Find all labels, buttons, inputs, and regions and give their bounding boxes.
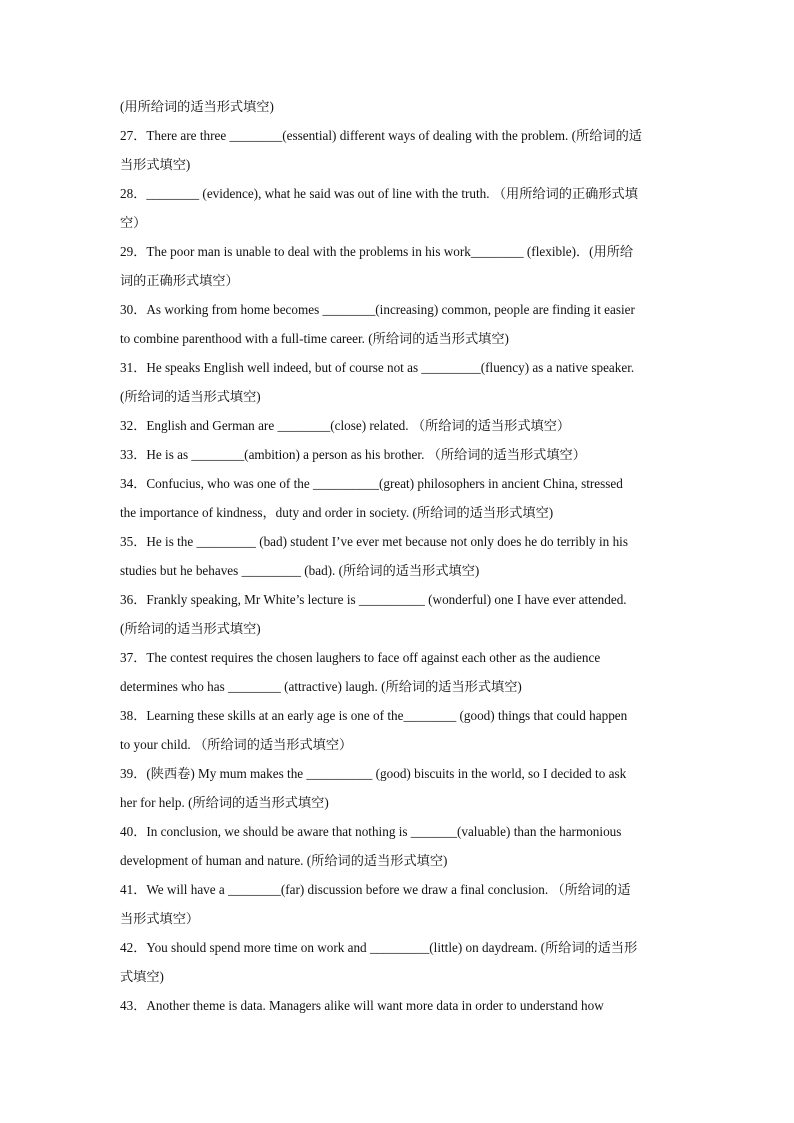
question-36-line-1: 36．Frankly speaking, Mr White’s lecture is __________ (wonderful) one I have ever attended. (120, 592, 627, 607)
question-31-line-1: 31．He speaks English well indeed, but of course not as _________(fluency) as a native speaker. (120, 360, 635, 375)
question-42-line-1: 42．You should spend more time on work and _________(little) on daydream. (所给词的适当形 (120, 940, 638, 955)
instruction-line: (用所给词的适当形式填空) (120, 99, 274, 114)
question-28-line-1: 28．________ (evidence), what he said was out of line with the truth. （用所给词的正确形式填 (120, 186, 638, 201)
question-38-line-1: 38．Learning these skills at an early age is one of the________ (good) things that could happen (120, 708, 628, 723)
question-31-line-2: (所给词的适当形式填空) (120, 389, 261, 404)
question-27-line-2: 当形式填空) (120, 157, 191, 172)
question-41-line-1: 41．We will have a ________(far) discussion before we draw a final conclusion. （所给词的适 (120, 882, 631, 897)
question-29-line-1: 29．The poor man is unable to deal with the problems in his work________ (flexible)．(用所给 (120, 244, 634, 259)
question-41-line-2: 当形式填空） (120, 911, 200, 926)
question-30-line-2: to combine parenthood with a full-time career. (所给词的适当形式填空) (120, 331, 509, 346)
question-39-line-1: 39．(陕西卷) My mum makes the __________ (good) biscuits in the world, so I decided to ask (120, 766, 627, 781)
question-36-line-2: (所给词的适当形式填空) (120, 621, 261, 636)
question-42-line-2: 式填空) (120, 969, 164, 984)
exercise-list (120, 92, 676, 1020)
question-30-line-1: 30．As working from home becomes ________(increasing) common, people are finding it easier (120, 302, 635, 317)
question-38-line-2: to your child. （所给词的适当形式填空） (120, 737, 353, 752)
question-29-line-2: 词的正确形式填空） (120, 273, 239, 288)
question-34-line-1: 34．Confucius, who was one of the __________(great) philosophers in ancient China, stressed (120, 476, 623, 491)
question-27-line-1: 27．There are three ________(essential) different ways of dealing with the problem. (所给词的适 (120, 128, 642, 143)
question-37-line-1: 37．The contest requires the chosen laughers to face off against each other as the audience (120, 650, 601, 665)
question-37-line-2: determines who has ________ (attractive) laugh. (所给词的适当形式填空) (120, 679, 522, 694)
question-39-line-2: her for help. (所给词的适当形式填空) (120, 795, 329, 810)
question-40-line-2: development of human and nature. (所给词的适当形式填空) (120, 853, 448, 868)
question-34-line-2: the importance of kindness，duty and order in society. (所给词的适当形式填空) (120, 505, 554, 520)
question-28-line-2: 空） (120, 215, 147, 230)
question-35-line-2: studies but he behaves _________ (bad). (所给词的适当形式填空) (120, 563, 480, 578)
question-33-line-1: 33．He is as ________(ambition) a person as his brother. （所给词的适当形式填空） (120, 447, 586, 462)
question-35-line-1: 35．He is the _________ (bad) student I’ve ever met because not only does he do terribly in his (120, 534, 628, 549)
question-43-line-1: 43．Another theme is data. Managers alike will want more data in order to understand how (120, 998, 604, 1013)
question-40-line-1: 40．In conclusion, we should be aware that nothing is _______(valuable) than the harmonious (120, 824, 622, 839)
question-32-line-1: 32．English and German are ________(close) related. （所给词的适当形式填空） (120, 418, 571, 433)
